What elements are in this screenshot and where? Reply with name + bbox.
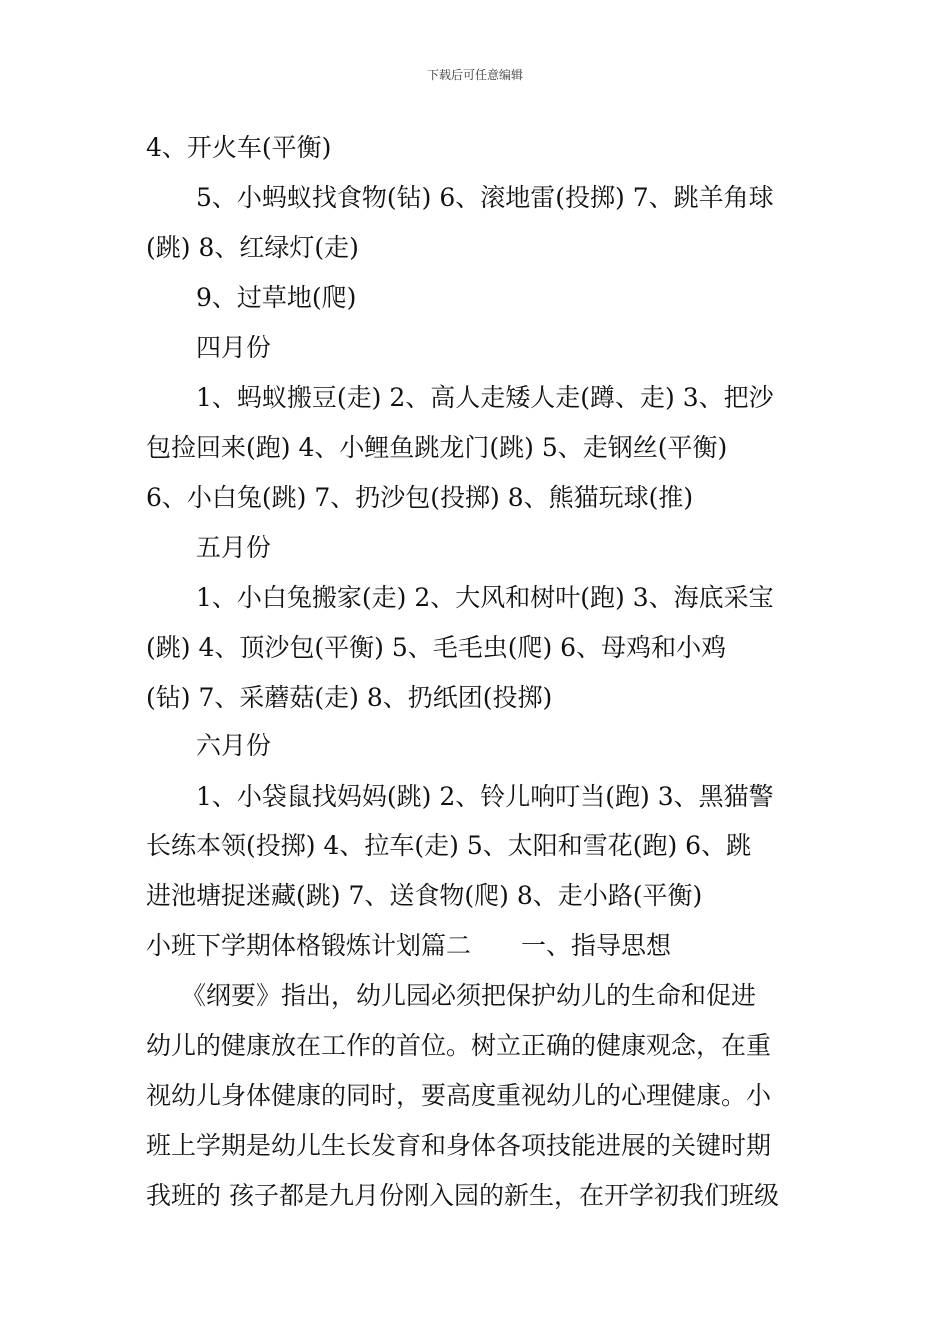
- month-heading: 四月份: [196, 333, 272, 362]
- paragraph-line: 视幼儿身体健康的同时，要高度重视幼儿的心理健康。小: [146, 1081, 772, 1110]
- month-heading: 五月份: [196, 533, 272, 562]
- paragraph-line: 班上学期是幼儿生长发育和身体各项技能进展的关键时期: [146, 1131, 772, 1160]
- paragraph-line: 《纲要》指出，幼儿园必须把保护幼儿的生命和促进: [181, 981, 757, 1010]
- list-item: 包捡回来(跑) 4、小鲤鱼跳龙门(跳) 5、走钢丝(平衡): [146, 433, 728, 462]
- page-header: 下载后可任意编辑: [426, 68, 523, 82]
- section-heading: 小班下学期体格锻炼计划篇二 一、指导思想: [146, 931, 672, 960]
- list-item: 6、小白兔(跳) 7、扔沙包(投掷) 8、熊猫玩球(推): [146, 483, 694, 512]
- list-item: 1、蚂蚁搬豆(走) 2、高人走矮人走(蹲、走) 3、把沙: [196, 383, 774, 412]
- list-item: (跳) 4、顶沙包(平衡) 5、毛毛虫(爬) 6、母鸡和小鸡: [146, 633, 727, 662]
- list-item: (跳) 8、红绿灯(走): [146, 233, 359, 262]
- list-item: 9、过草地(爬): [196, 283, 357, 312]
- list-item: 1、小白兔搬家(走) 2、大风和树叶(跑) 3、海底采宝: [196, 583, 774, 612]
- paragraph-line: 我班的 孩子都是九月份刚入园的新生，在开学初我们班级: [146, 1181, 779, 1210]
- list-item: 1、小袋鼠找妈妈(跳) 2、铃儿响叮当(跑) 3、黑猫警: [196, 782, 774, 811]
- list-item: 长练本领(投掷) 4、拉车(走) 5、太阳和雪花(跑) 6、跳: [146, 831, 752, 860]
- month-heading: 六月份: [196, 731, 272, 760]
- list-item: 5、小蚂蚁找食物(钻) 6、滚地雷(投掷) 7、跳羊角球: [196, 183, 774, 212]
- list-item: 4、开火车(平衡): [146, 133, 332, 162]
- list-item: (钻) 7、采蘑菇(走) 8、扔纸团(投掷): [146, 683, 553, 712]
- paragraph-line: 幼儿的健康放在工作的首位。树立正确的健康观念，在重: [146, 1031, 772, 1060]
- list-item: 进池塘捉迷藏(跳) 7、送食物(爬) 8、走小路(平衡): [146, 881, 703, 910]
